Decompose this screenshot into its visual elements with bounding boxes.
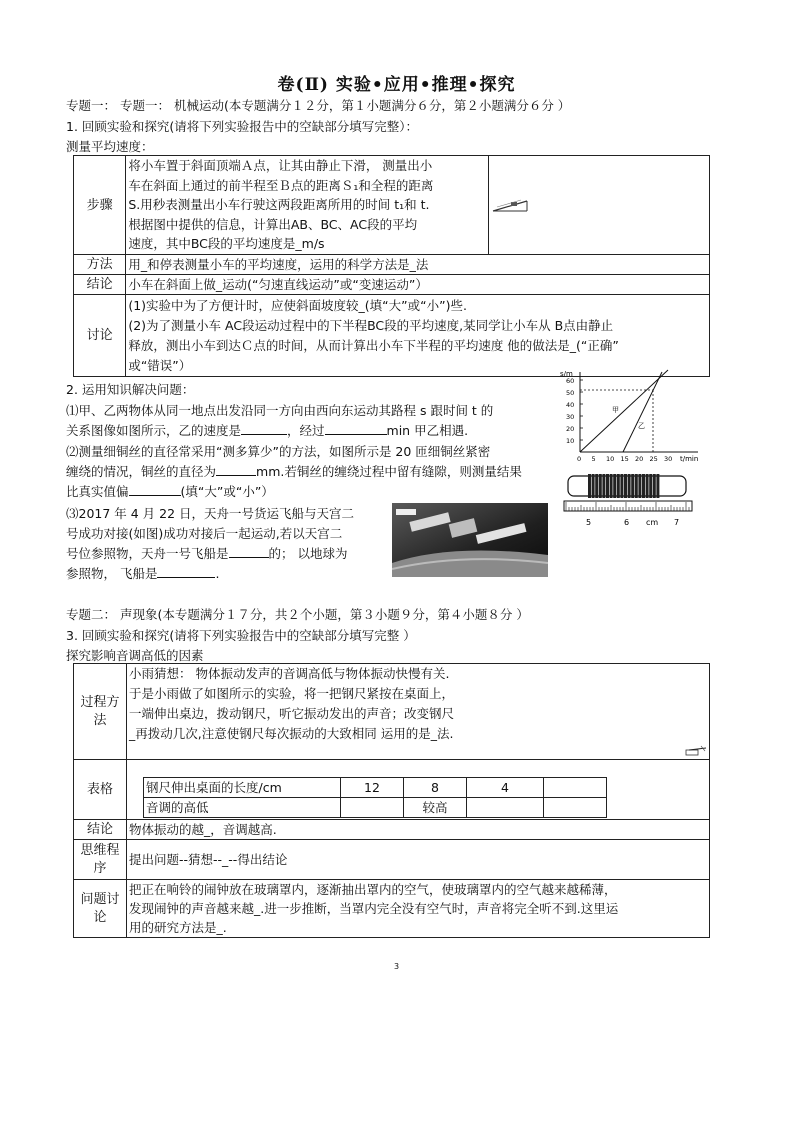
q2-2-line: ⑵测量细铜丝的直径常采用“测多算少”的方法，如图所示是 20 匝细铜丝紧密 xyxy=(66,444,491,459)
ruler-body xyxy=(564,501,692,511)
y-tick-label: 40 xyxy=(566,401,575,409)
x-tick-label: 20 xyxy=(635,455,644,463)
q2-intro: 2. 运用知识解决问题： xyxy=(66,382,195,397)
topic2-header: 专题二： 声现象(本专题满分１７分，共２个小题，第３小题９分，第４小题８分 ） xyxy=(66,607,529,622)
ruler-length-table xyxy=(143,777,607,818)
row1-val-empty xyxy=(544,778,607,798)
process-line: 一端伸出桌边，拨动钢尺，听它振动发出的声音；改变钢尺 xyxy=(129,706,455,721)
copper-wire-ruler-figure xyxy=(562,470,694,532)
incline-figure xyxy=(491,193,531,213)
process-line: 小雨猜想： 物体振动发声的音调高低与物体振动快慢有关. xyxy=(129,666,450,681)
coil-turn xyxy=(649,474,652,498)
q2-2-text: 缠绕的情况，铜丝的直径为 xyxy=(66,464,217,479)
coil-turn xyxy=(617,474,620,498)
steps-line: 速度，其中BC段的平均速度是_m/s xyxy=(128,236,325,252)
discussion-cell xyxy=(126,295,710,377)
q3-intro: 3. 回顾实验和探究(请将下列实验报告中的空缺部分填写完整 ） xyxy=(66,628,416,643)
steps-line: 车在斜面上通过的前半程至Ｂ点的距离Ｓ₁和全程的距离 xyxy=(128,177,434,193)
question-line: 发现闹钟的声音越来越_.进一步推断，当罩内完全没有空气时，声音将完全听不到.这里运 xyxy=(129,901,619,916)
q2-3-line: 号成功对接(如图)成功对接后一起运动,若以天宫二 xyxy=(66,526,343,541)
coil-turn xyxy=(610,474,613,498)
ruler-on-desk-figure xyxy=(685,745,707,757)
q3-subject: 探究影响音调高低的因素 xyxy=(66,648,204,663)
q2-2-line3 xyxy=(66,482,550,502)
coil-turn xyxy=(599,474,602,498)
y-tick-label: 60 xyxy=(566,377,575,385)
row2-val xyxy=(467,798,544,818)
q2-3-line4 xyxy=(66,564,396,584)
coil-turn xyxy=(631,474,634,498)
line-yi xyxy=(623,372,662,452)
row2-val xyxy=(341,798,404,818)
spacecraft-docking-photo xyxy=(392,503,548,577)
page-number: 3 xyxy=(393,962,400,971)
speed-report-table xyxy=(73,155,710,377)
ruler-label-5: 5 xyxy=(586,518,592,527)
coil-turn xyxy=(653,474,656,498)
row2-header: 音调的高低 xyxy=(144,798,341,818)
question-cell xyxy=(127,880,710,938)
coil-turn xyxy=(638,474,641,498)
row1-val: 8 xyxy=(404,778,467,798)
q2-3-text: 的； 以地球为 xyxy=(268,546,348,561)
answer-blank xyxy=(129,483,181,496)
conclusion2-label: 结论 xyxy=(74,820,127,840)
row1-val: 12 xyxy=(341,778,404,798)
incline-figure-cell xyxy=(489,156,710,255)
table-label: 表格 xyxy=(74,760,127,820)
thinking-cell: 提出问题--猜想--_--得出结论 xyxy=(127,840,710,880)
table-cell xyxy=(127,760,710,820)
coil-turn xyxy=(602,474,605,498)
question-line: 用的研究方法是_. xyxy=(129,920,227,935)
answer-blank xyxy=(325,422,387,435)
q2-2-text: mm.若铜丝的缠绕过程中留有缝隙，则测量结果 xyxy=(256,464,522,479)
x-tick-label: 0 xyxy=(577,455,582,463)
coil-turn xyxy=(642,474,645,498)
coil-turn xyxy=(595,474,598,498)
coil-turn xyxy=(592,474,595,498)
q2-2-text: 比真实值偏 xyxy=(66,484,129,499)
thinking-label: 思维程序 xyxy=(74,840,127,880)
question-label: 问题讨论 xyxy=(74,880,127,938)
spacecraft-image xyxy=(392,503,548,577)
conclusion2-cell: 物体振动的越_，音调越高. xyxy=(127,820,710,840)
topic1-header: 专题一： 专题一： 机械运动(本专题满分１２分，第１小题满分６分，第２小题满分６分 ） xyxy=(66,98,571,113)
pitch-report-table xyxy=(73,663,710,938)
q1-subject: 测量平均速度： xyxy=(66,139,154,154)
q2-3-text: 号位参照物，天舟一号飞船是 xyxy=(66,546,229,561)
coil-turn xyxy=(646,474,649,498)
coil-turn xyxy=(624,474,627,498)
ruler-label-7: 7 xyxy=(674,518,680,527)
discussion-line: 或“错误”） xyxy=(128,357,192,373)
ruler-label-unit: cm xyxy=(646,518,659,527)
x-tick-label: 10 xyxy=(606,455,615,463)
y-tick-label: 20 xyxy=(566,425,575,433)
q2-2-text: (填“大”或“小”） xyxy=(180,484,274,499)
q2-3-text: . xyxy=(215,566,220,581)
process-label: 过程方法 xyxy=(74,664,127,760)
question-line: 把正在响铃的闹钟放在玻璃罩内，逐渐抽出罩内的空气，使玻璃罩内的空气越来越稀薄， xyxy=(129,882,617,897)
coil-turn xyxy=(635,474,638,498)
q2-1-line2 xyxy=(66,421,550,441)
graph-x-unit: t/min xyxy=(680,455,699,463)
coil-turn xyxy=(656,474,659,498)
q1-intro: 1. 回顾实验和探究(请将下列实验报告中的空缺部分填写完整）： xyxy=(66,119,419,134)
answer-blank xyxy=(157,565,215,578)
answer-blank xyxy=(216,463,256,476)
process-cell xyxy=(127,664,710,760)
answer-blank xyxy=(229,545,269,558)
y-tick-label: 50 xyxy=(566,389,575,397)
q2-part3 xyxy=(66,504,396,584)
q2-3-line3 xyxy=(66,544,396,564)
coil-turn xyxy=(613,474,616,498)
answer-blank xyxy=(241,422,287,435)
q2-part1 xyxy=(66,401,550,441)
y-tick-label: 10 xyxy=(566,437,575,445)
q2-1-text: min 甲乙相遇. xyxy=(386,423,469,438)
q2-3-line: ⑶2017 年 4 月 22 日，天舟一号货运飞船与天宫二 xyxy=(66,506,355,521)
x-tick-label: 25 xyxy=(649,455,658,463)
q2-3-text: 参照物， 飞船是 xyxy=(66,566,158,581)
coil-turn xyxy=(628,474,631,498)
row2-val-empty xyxy=(544,798,607,818)
graph-y-unit: s/m xyxy=(560,370,573,378)
row1-val: 4 xyxy=(467,778,544,798)
row2-val: 较高 xyxy=(404,798,467,818)
row1-header: 钢尺伸出桌面的长度/cm xyxy=(144,778,341,798)
y-tick-label: 30 xyxy=(566,413,575,421)
q2-1-text: 关系图像如图所示，乙的速度是 xyxy=(66,423,242,438)
method-label: 方法 xyxy=(74,255,126,275)
process-line: _再拨动几次,注意使钢尺每次振动的大致相同 运用的是_法. xyxy=(129,726,454,741)
steps-line: 将小车置于斜面顶端Ａ点，让其由静止下滑， 测量出小 xyxy=(128,158,433,174)
label-jia: 甲 xyxy=(612,406,619,414)
line-jia xyxy=(580,370,668,452)
coil-turn xyxy=(588,474,591,498)
x-tick-label: 30 xyxy=(664,455,673,463)
x-tick-label: 5 xyxy=(591,455,596,463)
label-yi: 乙 xyxy=(638,422,645,430)
ruler-label-6: 6 xyxy=(624,518,630,527)
x-tick-label: 15 xyxy=(620,455,629,463)
q2-2-line2 xyxy=(66,462,550,482)
q2-1-text: ，经过 xyxy=(287,423,325,438)
page-title: 卷(Ⅱ) 实验•应用•推理•探究 xyxy=(277,75,516,95)
conclusion-cell: 小车在斜面上做_运动(“匀速直线运动”或“变速运动”） xyxy=(126,275,710,295)
discussion-line: (1)实验中为了方便计时，应使斜面坡度较_(填“大”或“小”)些. xyxy=(128,297,467,313)
graph-x-ticks xyxy=(577,455,672,463)
s-t-graph xyxy=(558,368,708,468)
conclusion-label: 结论 xyxy=(74,275,126,295)
discussion-line: 释放，测出小车到达Ｃ点的时间，从而计算出小车下半程的平均速度 他的做法是_(“正确” xyxy=(128,337,619,353)
steps-line: 根据图中提供的信息，计算出AB、BC、AC段的平均 xyxy=(128,216,418,232)
coil-turn xyxy=(620,474,623,498)
discussion-line: (2)为了测量小车 AC段运动过程中的下半程BC段的平均速度,某同学让小车从 B点由静止 xyxy=(128,317,614,333)
steps-cell xyxy=(126,156,489,255)
q2-part2 xyxy=(66,442,550,502)
steps-label: 步骤 xyxy=(74,156,126,255)
q2-1-line: ⑴甲、乙两物体从同一地点出发沿同一方向由西向东运动其路程 s 跟时间 t 的 xyxy=(66,403,494,418)
process-line: 于是小雨做了如图所示的实验，将一把钢尺紧按在桌面上， xyxy=(129,686,455,701)
discussion-label: 讨论 xyxy=(74,295,126,377)
method-cell: 用_和停表测量小车的平均速度，运用的科学方法是_法 xyxy=(126,255,710,275)
coil-turn xyxy=(606,474,609,498)
steps-line: S.用秒表测量出小车行驶这两段距离所用的时间 t₁和 t. xyxy=(128,197,430,213)
